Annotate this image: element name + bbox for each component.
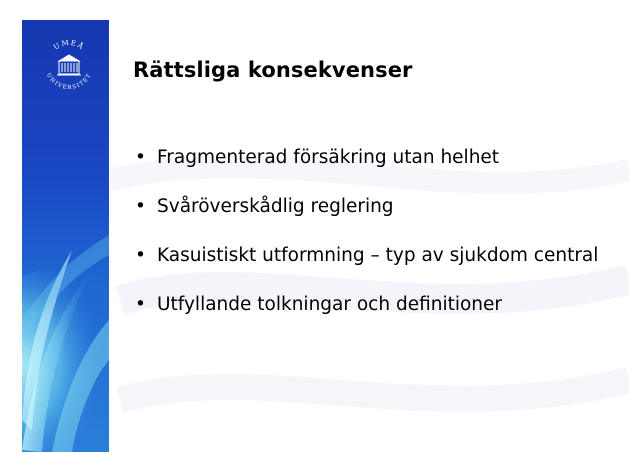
bullet-item (133, 196, 613, 218)
bullet-symbol: • (135, 147, 146, 168)
svg-text:UMEÅ (52, 39, 86, 52)
umea-university-logo (40, 36, 98, 94)
bullet-list (133, 147, 613, 316)
bullet-item (133, 294, 613, 316)
slide-title: Rättsliga konsekvenser (133, 58, 413, 82)
bullet-text: Fragmenterad försäkring utan helhet (157, 147, 500, 168)
bullet-item (133, 245, 613, 267)
bullet-symbol: • (135, 196, 146, 217)
bullet-symbol: • (135, 245, 146, 266)
university-building-icon (57, 55, 81, 75)
bullet-text: Kasuistiskt utformning – typ av sjukdom central (157, 245, 599, 266)
bullet-item (133, 147, 613, 169)
logo-top-text: UMEÅ (52, 38, 86, 52)
logo-bottom-text: UNIVERSITET (44, 72, 94, 92)
bullet-text: Svåröverskådlig reglering (157, 196, 394, 217)
bullet-text: Utfyllande tolkningar och definitioner (157, 294, 503, 315)
bullet-symbol: • (135, 294, 146, 315)
